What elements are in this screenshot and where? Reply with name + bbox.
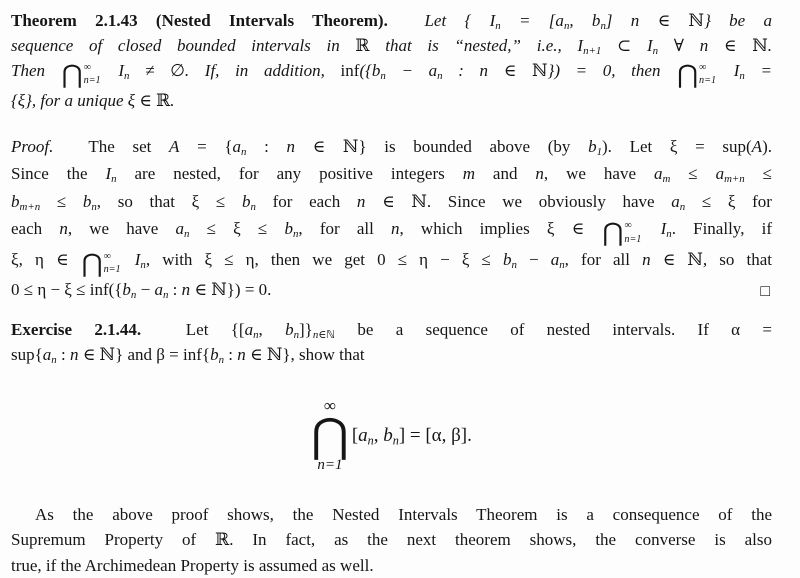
styled-text: b <box>588 136 597 156</box>
subscript: n <box>250 200 256 213</box>
styled-text: A <box>169 136 180 156</box>
styled-text: n <box>59 219 68 239</box>
text-line: Proof. The set $A = \{a_n$ : n ∈ ℕ} is bounded above (by $b_1$). Let ξ = sup(A). <box>11 136 772 158</box>
inline-intersection-operator <box>677 62 716 88</box>
styled-text: inf <box>340 61 360 80</box>
styled-text: ℕ <box>688 11 705 30</box>
subscript: n <box>123 70 130 83</box>
subscript: n <box>511 258 517 271</box>
text-line: Exercise 2.1.44. Let {[$a_n$, $b_n]\}_{n\in ℕ}$ be a sequence of nested intervals. If α = <box>11 319 772 341</box>
equation-body: [$a_n$, $b_n] = [\alpha$, β]. <box>351 424 472 448</box>
big-intersection-operator <box>311 397 349 474</box>
styled-text: n <box>535 164 544 184</box>
upper-limit: ∞ <box>624 220 632 232</box>
styled-text: b <box>210 345 219 365</box>
styled-text: a <box>550 249 560 269</box>
styled-text: n <box>237 345 246 365</box>
subscript: n <box>130 289 137 302</box>
intersection-symbol: ⋂ <box>81 248 103 278</box>
styled-text: n <box>181 280 191 300</box>
text-line: each n, we have $a_n \le \xi \le b_n$, for all n, which implies ξ ∈ ⋂ ∞ n=1 $I_n$. Finally, if <box>11 218 773 248</box>
styled-text: b <box>82 191 92 211</box>
subscript: n <box>162 289 169 302</box>
styled-text: n <box>286 136 295 156</box>
subscript: m+n <box>19 200 41 213</box>
lower-limit: n=1 <box>103 264 121 276</box>
subscript: n <box>437 70 443 83</box>
text-line: As the above proof shows, the Nested Intervals Theorem is a consequence of the <box>35 504 772 524</box>
proof-paragraph <box>11 133 772 304</box>
styled-text: b <box>122 280 131 300</box>
intersection-symbol: ⋂ <box>311 410 349 462</box>
subscript: n+1 <box>583 45 602 58</box>
styled-text: b <box>11 191 20 211</box>
subscript: n∈ℕ <box>312 328 336 341</box>
text-line: true, if the Archimedean Property is assumed as well. <box>11 555 374 575</box>
styled-text: m <box>462 164 475 184</box>
upper-limit: ∞ <box>83 62 91 74</box>
text-line: $sup\{a_n$ : n ∈ ℕ} and $\beta = inf\{b_n$ : n ∈ ℕ}, show that <box>11 345 365 367</box>
styled-text: a <box>42 345 52 365</box>
styled-text: a <box>154 280 163 300</box>
styled-text: a <box>232 136 241 156</box>
subscript: n <box>140 258 146 271</box>
styled-text: A <box>751 136 763 156</box>
inline-intersection-operator <box>81 248 121 278</box>
subscript: n <box>563 20 570 33</box>
subscript: n <box>666 228 672 241</box>
subscript: n <box>652 45 659 58</box>
styled-text: n <box>391 219 400 239</box>
closing-paragraph <box>11 502 772 578</box>
subscript: n <box>292 228 299 241</box>
intersection-symbol: ⋂ <box>677 60 699 90</box>
styled-text: b <box>284 219 293 239</box>
subscript: n <box>253 328 259 341</box>
text-line: Then ⋂ ∞ n=1 $I_n$ ≠ ∅. If, in addition, $inf(\{b_n - a_n$ : n ∈ ℕ}) = 0, then ⋂ ∞ n=1 $I_n$ = <box>11 60 772 90</box>
styled-text: a <box>653 164 663 184</box>
theorem-paragraph <box>11 8 772 113</box>
styled-text: n <box>69 345 79 365</box>
lower-limit: n=1 <box>83 75 101 87</box>
text-line: sequence of closed bounded intervals in ℝ that is “nested,” i.e., $I_{n+1}$ ⊂ $I_n$ ∀ n ∈ ℕ. <box>11 36 772 58</box>
inline-intersection-operator <box>62 62 101 88</box>
operator-limits <box>84 62 101 88</box>
styled-text: I <box>660 219 667 239</box>
styled-text: b <box>383 424 393 446</box>
subscript: n <box>367 433 374 448</box>
styled-text: a <box>715 164 725 184</box>
intersection-symbol: ⋂ <box>602 218 624 248</box>
subscript: n <box>184 228 190 241</box>
text-line: $0 \le \eta - \xi \le inf(\{b_n - a_n$ : n ∈ ℕ}) = 0. □ <box>11 276 772 304</box>
subscript: n <box>293 328 300 341</box>
exercise-paragraph <box>11 317 772 368</box>
qed-tombstone: □ <box>760 283 770 301</box>
styled-text: ℕ <box>752 36 768 55</box>
subscript: n <box>240 145 247 158</box>
upper-limit: ∞ <box>103 250 111 262</box>
styled-text: a <box>358 424 368 446</box>
text-line: $b_{m+n} \le b_n$, so that $\xi \le b_n$ for each n ∈ ℕ. Since we obviously have $a_n \le \xi$ for <box>11 191 772 213</box>
styled-text: ℕ <box>531 61 548 80</box>
subscript: n <box>600 20 606 33</box>
styled-text: Proof. <box>11 136 54 156</box>
styled-text: b <box>502 249 512 269</box>
subscript: n <box>495 20 501 33</box>
text-line: {ξ}, for a unique ξ ∈ ℝ. <box>11 90 175 110</box>
styled-text: n <box>356 191 366 211</box>
upper-limit: ∞ <box>699 62 707 74</box>
subscript: n <box>51 354 57 367</box>
text-line: Theorem 2.1.43 (Nested Intervals Theorem). Let { $I_n = [a_n$, $b_n$] n ∈ ℕ} be a <box>11 11 773 33</box>
text-line: Since the $I_n$ are nested, for any positive integers m and n, we have $a_m \le a_{m+n}$ ≤ <box>11 164 772 186</box>
operator-limits <box>104 251 121 277</box>
styled-text: b <box>285 319 294 339</box>
upper-limit-infinity: ∞ <box>323 396 337 416</box>
styled-text: b <box>241 191 251 211</box>
text-line: Supremum Property of ℝ. In fact, as the next theorem shows, the converse is also <box>11 530 772 550</box>
lower-limit: n=1 <box>624 233 642 245</box>
styled-text: a <box>244 319 254 339</box>
subscript: m+n <box>724 173 745 186</box>
subscript: n <box>559 258 565 271</box>
styled-text: I <box>105 164 112 184</box>
subscript: n <box>380 70 386 83</box>
subscript: n <box>679 200 686 213</box>
subscript: m <box>662 173 671 186</box>
subscript: n <box>739 70 745 83</box>
intersection-symbol: ⋂ <box>61 60 83 90</box>
styled-text: I <box>134 249 141 269</box>
subscript: 1 <box>596 145 602 158</box>
subscript: n <box>392 433 399 448</box>
styled-text: a <box>671 191 680 211</box>
text-line: ξ, η ∈ ⋂ ∞ n=1 $I_n$, with ξ ≤ η, then we get $0 \le \eta - \xi \le b_n - a_n$, for all n ∈ ℕ, so that <box>11 248 772 278</box>
styled-text: n <box>642 249 651 269</box>
subscript: n <box>91 200 97 213</box>
styled-text: ℝ <box>156 90 171 110</box>
display-equation <box>11 393 772 479</box>
styled-text: ℝ <box>355 36 370 55</box>
lower-limit-n-equals-1: n=1 <box>317 457 343 474</box>
operator-limits <box>624 220 641 246</box>
styled-text: a <box>175 219 185 239</box>
subscript: n <box>111 173 117 186</box>
inline-intersection-operator <box>602 220 641 246</box>
lower-limit: n=1 <box>699 75 717 87</box>
styled-text: Exercise 2.1.44. <box>11 319 142 339</box>
subscript: n <box>218 354 224 367</box>
operator-limits <box>699 62 716 88</box>
styled-text: Theorem 2.1.43 (Nested Intervals Theorem). <box>11 11 388 30</box>
